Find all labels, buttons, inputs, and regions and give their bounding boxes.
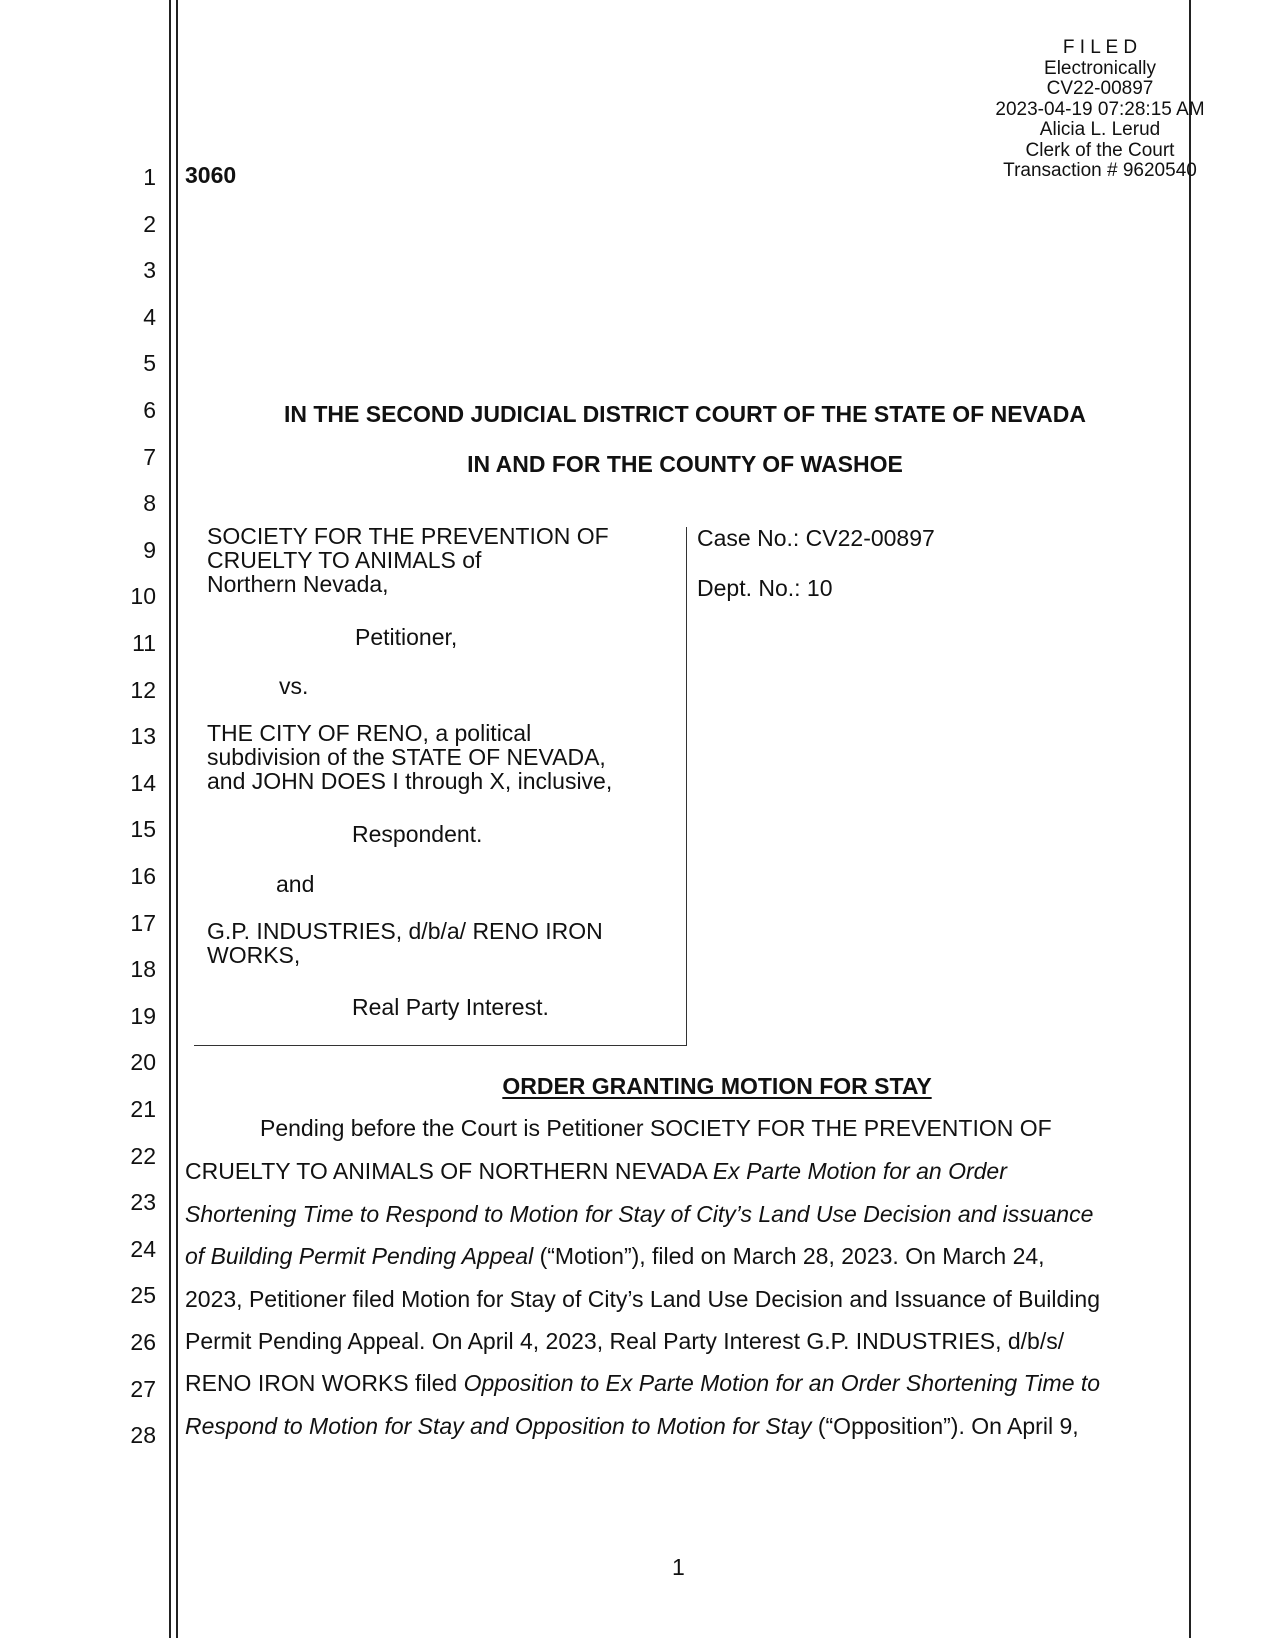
line-number: 15: [130, 816, 156, 843]
line-number: 21: [130, 1096, 156, 1122]
opposition-title-italic: Respond to Motion for Stay and Opposition to Motion for Stay: [185, 1413, 812, 1439]
line-number: 10: [130, 583, 156, 610]
filing-stamp: [950, 38, 1250, 182]
line-number: 23: [130, 1189, 156, 1216]
document-code: 3060: [185, 162, 237, 188]
body-text: RENO IRON WORKS filed: [185, 1370, 464, 1396]
stamp-clerk-title: Clerk of the Court: [1025, 139, 1175, 161]
line-number: 17: [130, 909, 156, 936]
body-line: [185, 1369, 1100, 1397]
opposition-title-italic: Opposition to Ex Parte Motion for an Order Shortening Time to: [463, 1370, 1101, 1396]
versus: vs.: [279, 673, 309, 699]
line-number: 6: [143, 397, 156, 423]
body-text: (“Motion”), filed on March 28, 2023. On March 24,: [533, 1243, 1045, 1269]
petitioner-role: Petitioner,: [355, 624, 458, 650]
line-number: 1: [143, 164, 156, 190]
petitioner-name-line: SOCIETY FOR THE PREVENTION OF: [207, 523, 609, 549]
line-number: 24: [130, 1235, 156, 1262]
line-number: 16: [130, 863, 156, 889]
line-number: 26: [130, 1329, 156, 1355]
line-number: 2: [143, 210, 156, 237]
line-number: 9: [143, 536, 156, 563]
body-line: [185, 1412, 1079, 1440]
left-margin-rule-inner: [176, 0, 178, 1638]
body-text: Pending before the Court is Petitioner SOCIETY FOR THE PREVENTION OF: [260, 1115, 1052, 1141]
motion-title-italic: Ex Parte Motion for an Order: [712, 1158, 1007, 1184]
real-party-name-line: G.P. INDUSTRIES, d/b/a/ RENO IRON: [207, 918, 603, 944]
body-text: Permit Pending Appeal. On April 4, 2023, Real Party Interest G.P. INDUSTRIES, d/b/s/: [185, 1328, 1065, 1354]
body-text: (“Opposition”). On April 9,: [811, 1413, 1079, 1439]
order-title: ORDER GRANTING MOTION FOR STAY: [502, 1073, 932, 1099]
body-line: [185, 1327, 1064, 1355]
court-county: IN AND FOR THE COUNTY OF WASHOE: [467, 451, 903, 477]
stamp-datetime: 2023-04-19 07:28:15 AM: [995, 98, 1205, 120]
respondent-name-line: subdivision of the STATE OF NEVADA,: [207, 744, 606, 770]
stamp-clerk-name: Alicia L. Lerud: [1039, 119, 1161, 140]
line-number: 18: [130, 956, 156, 983]
line-number: 13: [130, 723, 156, 750]
court-name: IN THE SECOND JUDICIAL DISTRICT COURT OF THE STATE OF NEVADA: [283, 401, 1087, 427]
line-number: 11: [132, 630, 156, 656]
body-line: [185, 1157, 1007, 1185]
line-number: 7: [143, 443, 156, 470]
body-text: 2023, Petitioner filed Motion for Stay of City’s Land Use Decision and Issuance of Building: [185, 1286, 1100, 1312]
stamp-transaction: Transaction # 9620540: [1003, 160, 1197, 181]
stamp-status: F I L E D: [1062, 37, 1138, 58]
line-number: 8: [143, 490, 156, 517]
caption-divider-rule: [686, 527, 687, 1046]
line-number: 3: [143, 257, 156, 284]
body-line: [260, 1114, 1052, 1142]
line-number: 19: [130, 1002, 156, 1029]
real-party-name-line: WORKS,: [207, 942, 301, 968]
line-number: 27: [130, 1375, 156, 1402]
real-party-role: Real Party Interest.: [352, 994, 549, 1020]
respondent-name-line: and JOHN DOES I through X, inclusive,: [207, 768, 613, 794]
line-number: 22: [130, 1142, 156, 1169]
body-line: [185, 1285, 1100, 1313]
petitioner-name-line: CRUELTY TO ANIMALS of: [207, 547, 482, 573]
line-number: 12: [130, 676, 156, 703]
department-number: Dept. No.: 10: [697, 575, 833, 601]
page-number: 1: [672, 1554, 685, 1580]
line-number: 5: [143, 350, 156, 377]
line-number: 4: [143, 303, 156, 330]
line-number: 25: [130, 1282, 156, 1309]
line-number: 14: [130, 769, 156, 796]
and-conjunction: and: [276, 871, 315, 897]
motion-title-italic: of Building Permit Pending Appeal: [185, 1243, 534, 1269]
caption-bottom-rule: [194, 1045, 687, 1046]
line-number: 20: [130, 1049, 156, 1076]
respondent-role: Respondent.: [352, 821, 483, 847]
respondent-name-line: THE CITY OF RENO, a political: [207, 720, 532, 746]
case-number: Case No.: CV22-00897: [697, 525, 935, 551]
stamp-method: Electronically: [1044, 57, 1156, 79]
body-line: [185, 1200, 1093, 1228]
petitioner-name-line: Northern Nevada,: [207, 571, 389, 597]
right-margin-rule: [1189, 0, 1191, 1638]
left-margin-rule: [169, 0, 171, 1638]
motion-title-italic: Shortening Time to Respond to Motion for Stay of City’s Land Use Decision and issuance: [185, 1201, 1094, 1227]
body-text: CRUELTY TO ANIMALS OF NORTHERN NEVADA: [185, 1158, 713, 1184]
line-number: 28: [130, 1422, 156, 1449]
body-line: [185, 1242, 1045, 1270]
stamp-case-number: CV22-00897: [1046, 78, 1154, 99]
